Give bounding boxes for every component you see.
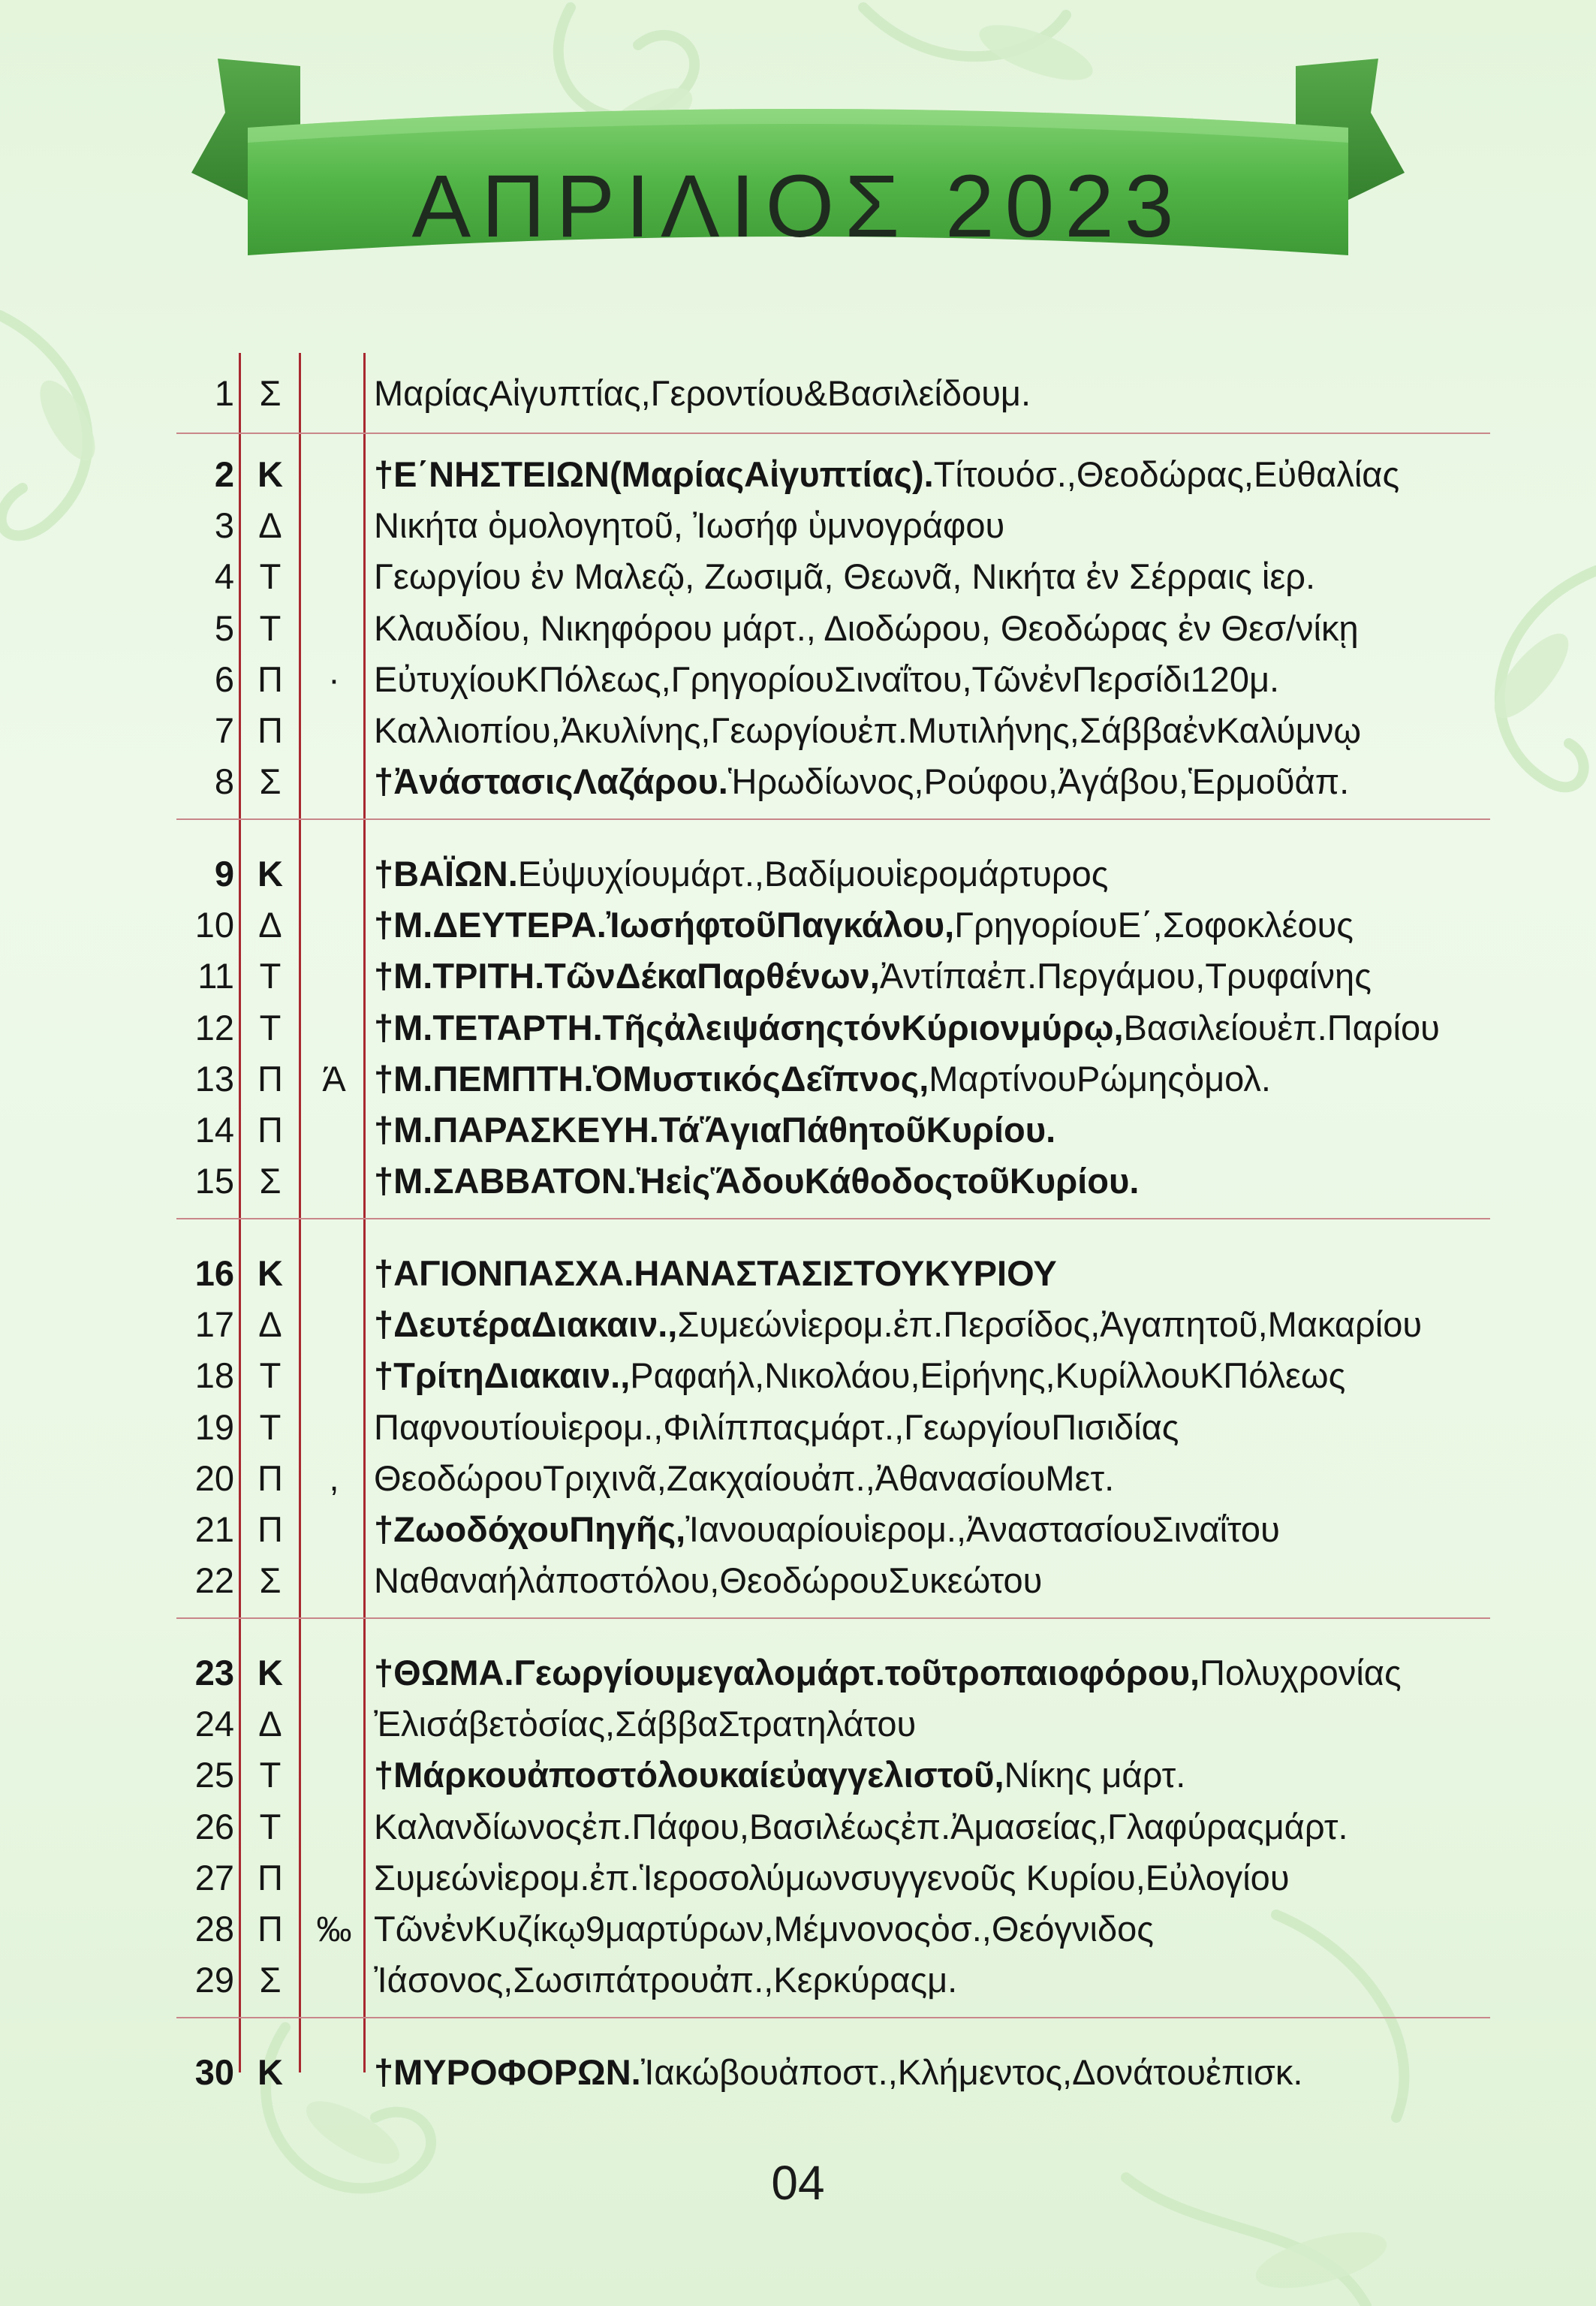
feast-text-bold: †Μ.ΤΡΙΤΗ.ΤῶνΔέκαΠαρθένων, [374, 956, 880, 996]
day-number: 26 [194, 1806, 234, 1846]
feast-text [374, 500, 1485, 551]
day-number: 14 [194, 1110, 234, 1150]
feast-text-regular: ΕὐτυχίουΚΠόλεως,ΓρηγορίουΣιναΐτου,ΤῶνἐνΠερσίδι120μ. [374, 659, 1280, 699]
day-number: 5 [214, 607, 234, 648]
feast-text-bold: †Ε΄ΝΗΣΤΕΙΩΝ(ΜαρίαςΑἰγυπτίας). [374, 454, 934, 494]
feast-text [374, 1453, 1485, 1504]
feast-text-regular: Ἀντίπαἐπ.Περγάμου,Τρυφαίνης [879, 956, 1372, 996]
day-number: 13 [194, 1058, 234, 1099]
day-number: 16 [194, 1253, 234, 1293]
weekday-letter: Δ [258, 1304, 282, 1345]
weekday-letter: Κ [257, 454, 283, 494]
feast-text [374, 1750, 1485, 1801]
feast-text [374, 951, 1485, 1002]
week-separator [176, 1218, 1490, 1219]
feast-text-regular: ΘεοδώρουΤριχινᾶ,Ζακχαίουἀπ.,ἈθανασίουΜετ. [374, 1457, 1115, 1498]
day-number: 11 [197, 956, 234, 996]
weekday-letter: Π [257, 1857, 283, 1898]
day-number: 2 [214, 454, 234, 494]
feast-text-bold: †Μάρκουἀποστόλουκαίεὐαγγελιστοῦ, [374, 1755, 1004, 1795]
feast-text [374, 900, 1485, 951]
weekday-letter: Π [257, 1110, 283, 1150]
feast-text-regular: Γεωργίου ἐν Μαλεῷ, Ζωσιμᾶ, Θεωνᾶ, Νικήτα ἐν Σέρραις ἱερ. [374, 556, 1316, 597]
day-number: 25 [194, 1755, 234, 1795]
feast-text-bold: †Μ.ΣΑΒΒΑΤΟΝ.ἩεἰςἍδουΚάθοδοςτοῦΚυρίου. [374, 1161, 1140, 1201]
weekday-letter: Π [257, 710, 283, 750]
day-number: 17 [194, 1304, 234, 1345]
feast-text [374, 1801, 1485, 1852]
day-number: 28 [194, 1909, 234, 1949]
day-number: 24 [194, 1704, 234, 1744]
weekday-letter: Κ [257, 1653, 283, 1693]
feast-text-regular: Εὐψυχίουμάρτ.,Βαδίμουἱερομάρτυρος [517, 854, 1109, 894]
day-number: 29 [194, 1960, 234, 2000]
feast-text [374, 1904, 1485, 1955]
feast-text-regular: ΜαρίαςΑἰγυπτίας,Γεροντίου&Βασιλείδουμ. [374, 373, 1031, 413]
day-number: 7 [214, 710, 234, 750]
feast-text-regular: Καλλιοπίου,Ἀκυλίνης,Γεωργίουἐπ.Μυτιλήνης,ΣάββαἐνΚαλύμνῳ [374, 710, 1362, 750]
day-number: 8 [214, 761, 234, 802]
feast-text-regular: ΓρηγορίουΕ΄,Σοφοκλέους [954, 905, 1354, 945]
feast-text [374, 1955, 1485, 2006]
feast-text-regular: ΜαρτίνουΡώμηςὁμολ. [929, 1058, 1271, 1099]
feast-text-bold: †ΜΥΡΟΦΟΡΩΝ. [374, 2052, 641, 2092]
day-number: 22 [194, 1560, 234, 1601]
fasting-mark: , [329, 1457, 339, 1498]
weekday-letter: Δ [258, 505, 282, 546]
feast-text-regular: Ναθαναήλἀποστόλου,ΘεοδώρουΣυκεώτου [374, 1560, 1043, 1601]
day-number: 4 [214, 556, 234, 597]
feast-text [374, 1299, 1485, 1350]
weekday-letter: Κ [257, 2052, 283, 2092]
day-number: 3 [214, 505, 234, 546]
feast-text [374, 1647, 1485, 1699]
week-separator [176, 818, 1490, 820]
day-number: 30 [194, 2052, 234, 2092]
weekday-letter: Τ [259, 1406, 282, 1447]
feast-text-bold: †ἈνάστασιςΛαζάρου. [374, 761, 728, 802]
feast-text-regular: Συμεώνἱερομ.ἐπ.Ἱεροσολύμωνσυγγενοῦς Κυρίου,Εὐλογίου [374, 1857, 1290, 1898]
feast-text-bold: †Μ.ΠΕΜΠΤΗ.ὉΜυστικόςΔεῖπνος, [374, 1058, 929, 1099]
page-number: 04 [771, 2156, 825, 2210]
day-number: 10 [194, 905, 234, 945]
weekday-letter: Τ [259, 1806, 282, 1846]
day-number: 23 [194, 1653, 234, 1693]
day-number: 21 [194, 1509, 234, 1549]
page-title: ΑΠΡΙΛΙΟΣ 2023 [411, 157, 1185, 256]
weekday-letter: Σ [259, 373, 282, 413]
feast-text-bold: †ΔευτέραΔιακαιν., [374, 1304, 678, 1345]
feast-text [374, 368, 1485, 419]
weekday-letter: Π [257, 1909, 283, 1949]
feast-text-regular: Τίτουόσ.,Θεοδώρας,Εὐθαλίας [933, 454, 1400, 494]
feast-text [374, 849, 1485, 900]
day-number: 1 [214, 373, 234, 413]
feast-text-regular: Πολυχρονίας [1200, 1653, 1402, 1693]
weekday-letter: Τ [259, 607, 282, 648]
day-number: 12 [194, 1007, 234, 1047]
weekday-letter: Π [257, 1058, 283, 1099]
feast-text-regular: Συμεώνἱερομ.ἐπ.Περσίδος,Ἀγαπητοῦ,Μακαρίου [677, 1304, 1423, 1345]
day-number: 18 [194, 1355, 234, 1396]
feast-text-regular: ΤῶνἐνΚυζίκῳ9μαρτύρων,Μέμνονοςὁσ.,Θεόγνιδος [374, 1909, 1154, 1949]
feast-text-bold: †Μ.ΠΑΡΑΣΚΕΥΗ.ΤάἍγιαΠάθητοῦΚυρίου. [374, 1110, 1056, 1150]
feast-text [374, 705, 1485, 756]
weekday-letter: Κ [257, 1253, 283, 1293]
weekday-letter: Σ [259, 1560, 282, 1601]
weekday-letter: Τ [259, 1755, 282, 1795]
feast-text [374, 756, 1485, 807]
day-number: 15 [194, 1161, 234, 1201]
feast-text-regular: Ἐλισάβετὁσίας,ΣάββαΣτρατηλάτου [374, 1704, 917, 1744]
day-number: 20 [194, 1457, 234, 1498]
feast-text [374, 1504, 1485, 1555]
weekday-letter: Π [257, 1457, 283, 1498]
feast-text-regular: Ἰάσονος,Σωσιπάτρουἀπ.,Κερκύραςμ. [374, 1960, 958, 2000]
fasting-mark: ‰ [316, 1909, 352, 1949]
feast-text-regular: Νικήτα ὁμολογητοῦ, Ἰωσήφ ὑμνογράφου [374, 505, 1005, 546]
weekday-letter: Σ [259, 1960, 282, 2000]
feast-text-regular: Καλανδίωνοςἐπ.Πάφου,Βασιλέωςἐπ.Ἀμασείας,Γλαφύραςμάρτ. [374, 1806, 1348, 1846]
day-number: 19 [194, 1406, 234, 1447]
week-separator [176, 1617, 1490, 1619]
weekday-letter: Δ [258, 1704, 282, 1744]
weekday-letter: Π [257, 1509, 283, 1549]
week-separator [176, 2017, 1490, 2018]
feast-text-bold: †Μ.ΤΕΤΑΡΤΗ.ΤῆςἀλειψάσηςτόνΚύριονμύρῳ, [374, 1007, 1124, 1047]
weekday-letter: Τ [259, 956, 282, 996]
feast-text [374, 1248, 1485, 1299]
feast-text-bold: †ΑΓΙΟΝΠΑΣΧΑ.ΗΑΝΑΣΤΑΣΙΣΤΟΥΚΥΡΙΟΥ [374, 1253, 1057, 1293]
feast-text-bold: †ΤρίτηΔιακαιν., [374, 1355, 631, 1396]
day-number: 27 [194, 1857, 234, 1898]
feast-text [374, 603, 1485, 654]
feast-text [374, 1054, 1485, 1105]
feast-text-regular: Παφνουτίουἱερομ.,Φιλίππαςμάρτ.,ΓεωργίουΠισιδίας [374, 1406, 1179, 1447]
day-number: 6 [214, 659, 234, 699]
feast-text-bold: †ΘΩΜΑ.Γεωργίουμεγαλομάρτ.τοῦτροπαιοφόρου, [374, 1653, 1200, 1693]
weekday-letter: Τ [259, 1355, 282, 1396]
weekday-letter: Σ [259, 1161, 282, 1201]
feast-text [374, 2047, 1485, 2098]
column-rule-right [363, 353, 366, 2072]
feast-text [374, 1699, 1485, 1750]
fasting-mark: Ά [322, 1058, 346, 1099]
feast-text-bold: †ΒΑΪΩΝ. [374, 854, 518, 894]
feast-text-regular: Ραφαήλ,Νικολάου,Εἰρήνης,ΚυρίλλουΚΠόλεως [630, 1355, 1346, 1396]
feast-text-regular: Ἡρωδίωνος,Ρούφου,Ἀγάβου,Ἑρμοῦἀπ. [727, 761, 1350, 802]
fasting-mark: · [328, 659, 340, 699]
feast-text [374, 1105, 1485, 1156]
feast-text [374, 1002, 1485, 1054]
day-number: 9 [214, 854, 234, 894]
week-separator [176, 433, 1490, 434]
feast-text [374, 1156, 1485, 1207]
weekday-letter: Π [257, 659, 283, 699]
feast-text [374, 551, 1485, 602]
feast-text [374, 449, 1485, 500]
feast-text-regular: Βασιλείουἐπ.Παρίου [1123, 1007, 1440, 1047]
column-rule-middle [299, 353, 301, 2072]
column-rule-left [239, 353, 241, 2072]
weekday-letter: Δ [258, 905, 282, 945]
weekday-letter: Σ [259, 761, 282, 802]
feast-text [374, 1402, 1485, 1453]
weekday-letter: Κ [257, 854, 283, 894]
feast-text-regular: Κλαυδίου, Νικηφόρου μάρτ., Διοδώρου, Θεοδώρας ἐν Θεσ/νίκῃ [374, 607, 1359, 648]
feast-text [374, 1852, 1485, 1904]
feast-text [374, 654, 1485, 705]
feast-text [374, 1350, 1485, 1401]
feast-text-bold: †Μ.ΔΕΥΤΕΡΑ.ἸωσήφτοῦΠαγκάλου, [374, 905, 955, 945]
feast-text-regular: Ἰακώβουἀποστ.,Κλήμεντος,Δονάτουἐπισκ. [640, 2052, 1303, 2092]
feast-text [374, 1555, 1485, 1606]
feast-text-regular: Ἰανουαρίουἱερομ.,ἈναστασίουΣιναΐτου [685, 1509, 1280, 1549]
feast-text-bold: †ΖωοδόχουΠηγῆς, [374, 1509, 686, 1549]
weekday-letter: Τ [259, 1007, 282, 1047]
feast-text-regular: Νίκης μάρτ. [1004, 1755, 1186, 1795]
weekday-letter: Τ [259, 556, 282, 597]
